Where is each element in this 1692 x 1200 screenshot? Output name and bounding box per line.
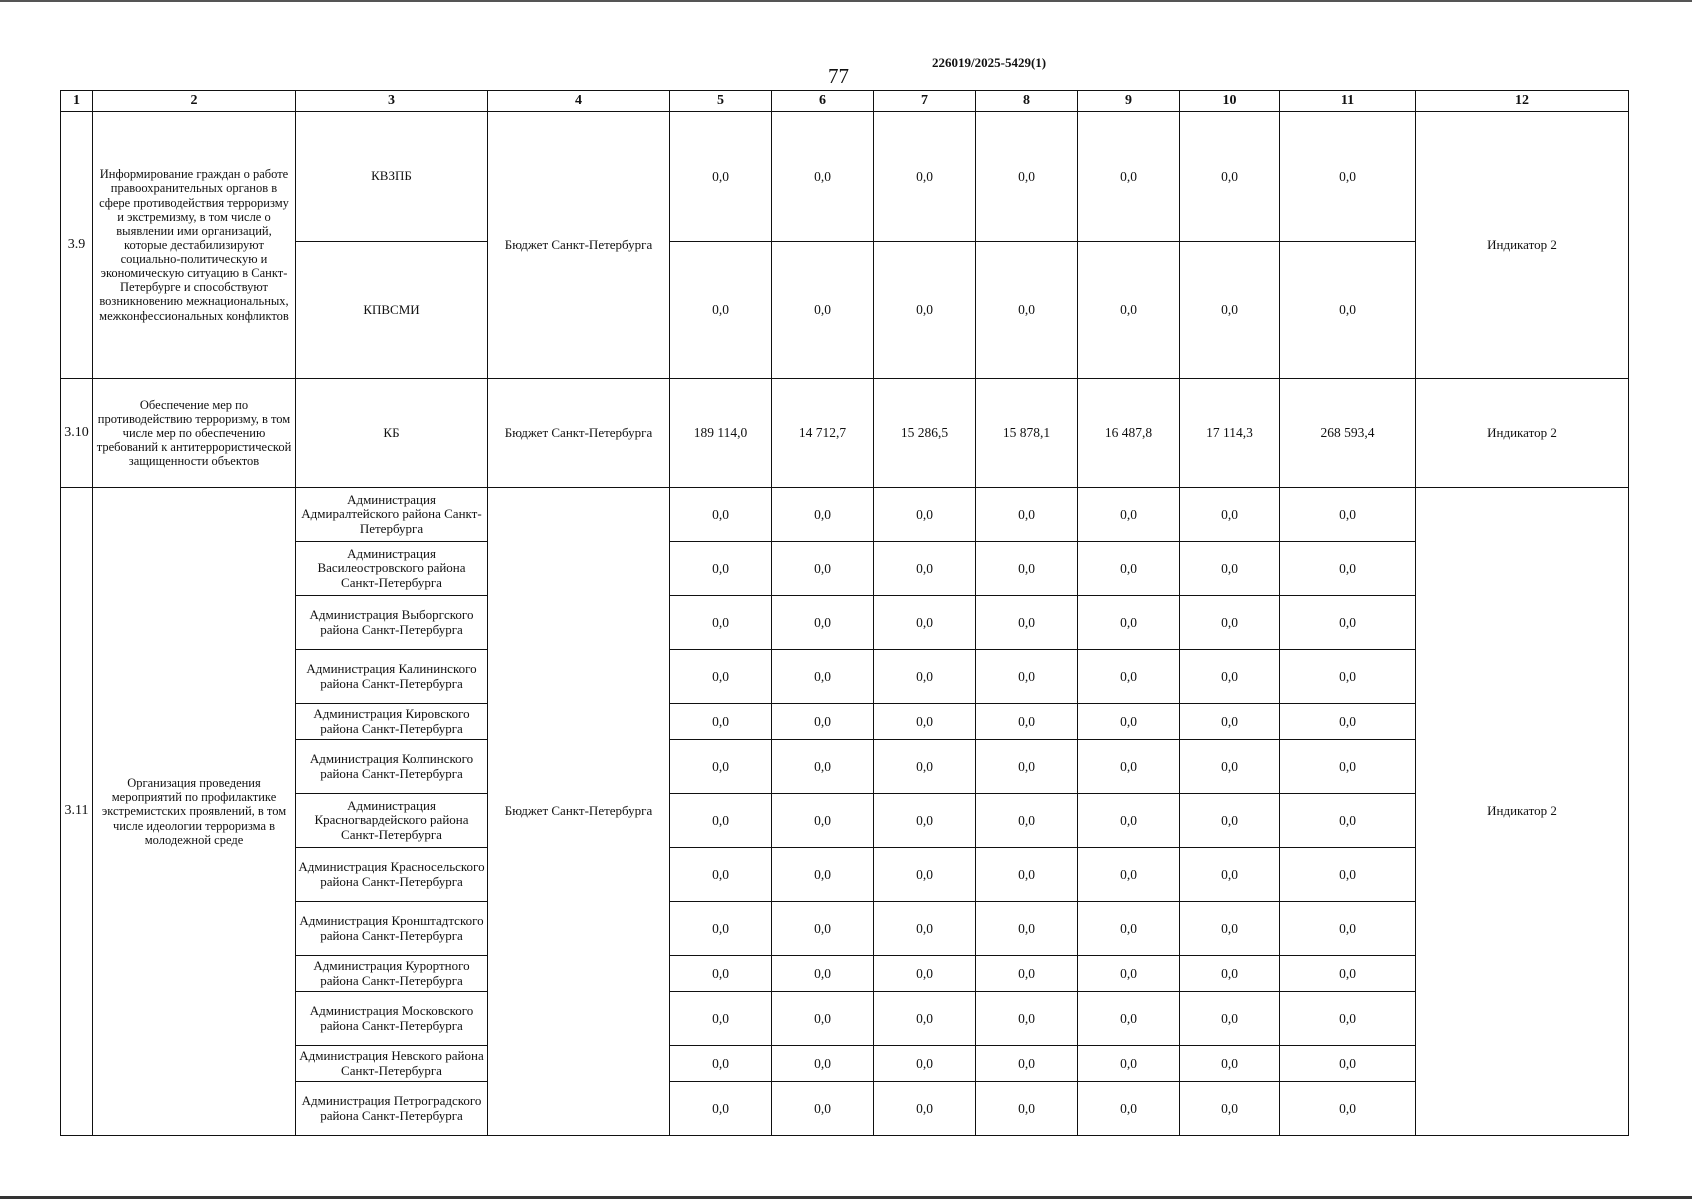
funding-value: 0,0 (670, 704, 772, 740)
funding-value: 0,0 (1280, 902, 1416, 956)
activity-number: 3.11 (61, 488, 93, 1136)
executor-name: Администрация Московского района Санкт-Петербурга (296, 992, 488, 1046)
funding-value: 0,0 (976, 992, 1078, 1046)
funding-value: 0,0 (772, 902, 874, 956)
funding-value: 0,0 (1180, 1046, 1280, 1082)
funding-value: 0,0 (1078, 992, 1180, 1046)
executor-name: Администрация Невского района Санкт-Петербурга (296, 1046, 488, 1082)
funding-value: 0,0 (1280, 650, 1416, 704)
executor-name: Администрация Курортного района Санкт-Петербурга (296, 956, 488, 992)
funding-value: 0,0 (1180, 596, 1280, 650)
executor-name: Администрация Красногвардейского района Санкт-Петербурга (296, 794, 488, 848)
funding-source: Бюджет Санкт-Петербурга (488, 488, 670, 1136)
column-header: 5 (670, 91, 772, 112)
funding-value: 0,0 (1180, 488, 1280, 542)
funding-value: 189 114,0 (670, 379, 772, 488)
executor-name: КВЗПБ (296, 112, 488, 242)
table-row (61, 242, 1629, 379)
program-activities-table (60, 90, 1629, 1136)
funding-value: 0,0 (1180, 794, 1280, 848)
column-header: 11 (1280, 91, 1416, 112)
funding-value: 0,0 (976, 650, 1078, 704)
activity-name: Обеспечение мер по противодействию терроризму, в том числе мер по обеспечению требований к антитеррористической защищенности объектов (93, 379, 296, 488)
funding-value: 0,0 (1180, 542, 1280, 596)
funding-value: 0,0 (874, 242, 976, 379)
column-header: 9 (1078, 91, 1180, 112)
funding-value: 0,0 (1078, 242, 1180, 379)
funding-value: 0,0 (1078, 596, 1180, 650)
funding-value: 0,0 (670, 956, 772, 992)
funding-value: 0,0 (1078, 1046, 1180, 1082)
funding-value: 0,0 (670, 740, 772, 794)
funding-value: 0,0 (1180, 992, 1280, 1046)
column-number-header-row (61, 91, 1629, 112)
table-body (61, 112, 1629, 1136)
funding-value: 0,0 (670, 650, 772, 704)
funding-value: 0,0 (670, 1046, 772, 1082)
table-row (61, 848, 1629, 902)
funding-value: 15 878,1 (976, 379, 1078, 488)
executor-name: Администрация Адмиралтейского района Санкт-Петербурга (296, 488, 488, 542)
funding-value: 0,0 (1078, 542, 1180, 596)
table-row (61, 1046, 1629, 1082)
column-header: 12 (1416, 91, 1629, 112)
executor-name: Администрация Калининского района Санкт-Петербурга (296, 650, 488, 704)
indicator: Индикатор 2 (1416, 112, 1629, 379)
funding-value: 0,0 (670, 848, 772, 902)
funding-value: 0,0 (772, 1046, 874, 1082)
funding-value: 0,0 (976, 902, 1078, 956)
column-header: 3 (296, 91, 488, 112)
funding-value: 0,0 (976, 542, 1078, 596)
column-header: 2 (93, 91, 296, 112)
funding-value: 0,0 (670, 112, 772, 242)
funding-value: 0,0 (874, 740, 976, 794)
funding-value: 0,0 (976, 1082, 1078, 1136)
column-header: 4 (488, 91, 670, 112)
funding-value: 0,0 (874, 1082, 976, 1136)
funding-value: 0,0 (1078, 902, 1180, 956)
funding-value: 0,0 (976, 704, 1078, 740)
funding-value: 0,0 (1078, 794, 1180, 848)
funding-value: 0,0 (976, 956, 1078, 992)
funding-value: 0,0 (1078, 956, 1180, 992)
table-row (61, 794, 1629, 848)
table-row (61, 956, 1629, 992)
funding-value: 0,0 (874, 848, 976, 902)
funding-value: 0,0 (976, 740, 1078, 794)
funding-value: 0,0 (772, 242, 874, 379)
funding-value: 0,0 (874, 956, 976, 992)
funding-value: 0,0 (874, 1046, 976, 1082)
table-row (61, 542, 1629, 596)
funding-value: 0,0 (1280, 488, 1416, 542)
funding-value: 0,0 (1280, 242, 1416, 379)
funding-value: 0,0 (874, 992, 976, 1046)
funding-value: 0,0 (1078, 112, 1180, 242)
funding-value: 0,0 (772, 794, 874, 848)
column-header: 1 (61, 91, 93, 112)
funding-value: 0,0 (1280, 596, 1416, 650)
funding-value: 0,0 (1180, 956, 1280, 992)
activity-number: 3.10 (61, 379, 93, 488)
executor-name: КПВСМИ (296, 242, 488, 379)
funding-value: 0,0 (670, 242, 772, 379)
funding-source: Бюджет Санкт-Петербурга (488, 379, 670, 488)
funding-value: 0,0 (1078, 704, 1180, 740)
funding-value: 0,0 (1280, 848, 1416, 902)
executor-name: Администрация Красносельского района Санкт-Петербурга (296, 848, 488, 902)
funding-value: 0,0 (1180, 1082, 1280, 1136)
top-border-line (0, 0, 1692, 2)
funding-value: 0,0 (772, 1082, 874, 1136)
page-number: 77 (828, 64, 849, 88)
funding-value: 0,0 (670, 542, 772, 596)
table-row (61, 704, 1629, 740)
table-row (61, 902, 1629, 956)
funding-value: 0,0 (874, 650, 976, 704)
executor-name: КБ (296, 379, 488, 488)
funding-value: 0,0 (772, 956, 874, 992)
funding-value: 0,0 (1280, 956, 1416, 992)
funding-value: 0,0 (874, 794, 976, 848)
funding-value: 268 593,4 (1280, 379, 1416, 488)
funding-value: 14 712,7 (772, 379, 874, 488)
funding-value: 0,0 (1280, 112, 1416, 242)
funding-value: 0,0 (1280, 704, 1416, 740)
funding-value: 0,0 (1180, 242, 1280, 379)
funding-value: 0,0 (1180, 740, 1280, 794)
funding-value: 0,0 (874, 596, 976, 650)
indicator: Индикатор 2 (1416, 379, 1629, 488)
funding-value: 0,0 (670, 1082, 772, 1136)
funding-value: 0,0 (1078, 488, 1180, 542)
funding-value: 0,0 (772, 650, 874, 704)
executor-name: Администрация Василеостровского района Санкт-Петербурга (296, 542, 488, 596)
funding-value: 0,0 (1280, 1082, 1416, 1136)
executor-name: Администрация Кронштадтского района Санкт-Петербурга (296, 902, 488, 956)
funding-value: 0,0 (670, 596, 772, 650)
funding-value: 16 487,8 (1078, 379, 1180, 488)
funding-value: 0,0 (874, 112, 976, 242)
table-row (61, 992, 1629, 1046)
funding-value: 0,0 (874, 902, 976, 956)
activity-name: Информирование граждан о работе правоохранительных органов в сфере противодействия терроризму и экстремизму, в том числе о выявлении ими организаций, которые дестабилизируют социально-политическую и экономическую ситуацию в Санкт-Петербурге и способствуют возникновению межнациональных, межконфессиональных конфликтов (93, 112, 296, 379)
funding-value: 0,0 (772, 992, 874, 1046)
funding-value: 0,0 (670, 794, 772, 848)
executor-name: Администрация Кировского района Санкт-Петербурга (296, 704, 488, 740)
funding-value: 15 286,5 (874, 379, 976, 488)
funding-value: 0,0 (772, 488, 874, 542)
funding-value: 0,0 (1180, 902, 1280, 956)
funding-value: 0,0 (976, 112, 1078, 242)
funding-value: 0,0 (1078, 740, 1180, 794)
funding-value: 0,0 (874, 488, 976, 542)
funding-value: 17 114,3 (1180, 379, 1280, 488)
funding-value: 0,0 (1180, 704, 1280, 740)
activity-name: Организация проведения мероприятий по профилактике экстремистских проявлений, в том числе идеологии терроризма в молодежной среде (93, 488, 296, 1136)
document-registration-number: 226019/2025-5429(1) (932, 55, 1047, 70)
table-row (61, 650, 1629, 704)
column-header: 8 (976, 91, 1078, 112)
column-header: 7 (874, 91, 976, 112)
funding-value: 0,0 (976, 1046, 1078, 1082)
table-row (61, 112, 1629, 242)
bottom-border-line (0, 1196, 1692, 1199)
funding-value: 0,0 (772, 112, 874, 242)
funding-value: 0,0 (670, 902, 772, 956)
funding-value: 0,0 (772, 740, 874, 794)
funding-value: 0,0 (772, 848, 874, 902)
funding-value: 0,0 (1280, 740, 1416, 794)
indicator: Индикатор 2 (1416, 488, 1629, 1136)
column-header: 10 (1180, 91, 1280, 112)
funding-value: 0,0 (772, 596, 874, 650)
executor-name: Администрация Петроградского района Санкт-Петербурга (296, 1082, 488, 1136)
funding-value: 0,0 (1180, 650, 1280, 704)
table-row (61, 740, 1629, 794)
table-row (61, 379, 1629, 488)
table-row (61, 1082, 1629, 1136)
activity-number: 3.9 (61, 112, 93, 379)
funding-value: 0,0 (670, 488, 772, 542)
table-row (61, 596, 1629, 650)
funding-value: 0,0 (874, 704, 976, 740)
funding-value: 0,0 (1280, 794, 1416, 848)
funding-value: 0,0 (772, 704, 874, 740)
funding-value: 0,0 (1280, 542, 1416, 596)
executor-name: Администрация Колпинского района Санкт-Петербурга (296, 740, 488, 794)
funding-value: 0,0 (1078, 848, 1180, 902)
funding-value: 0,0 (976, 596, 1078, 650)
funding-value: 0,0 (1180, 848, 1280, 902)
funding-value: 0,0 (976, 848, 1078, 902)
executor-name: Администрация Выборгского района Санкт-Петербурга (296, 596, 488, 650)
funding-value: 0,0 (874, 542, 976, 596)
funding-value: 0,0 (1078, 650, 1180, 704)
funding-value: 0,0 (1078, 1082, 1180, 1136)
table-row (61, 488, 1629, 542)
funding-value: 0,0 (1280, 992, 1416, 1046)
funding-value: 0,0 (976, 488, 1078, 542)
funding-source: Бюджет Санкт-Петербурга (488, 112, 670, 379)
funding-value: 0,0 (1280, 1046, 1416, 1082)
column-header: 6 (772, 91, 874, 112)
funding-value: 0,0 (772, 542, 874, 596)
funding-value: 0,0 (976, 242, 1078, 379)
funding-value: 0,0 (1180, 112, 1280, 242)
funding-value: 0,0 (976, 794, 1078, 848)
funding-value: 0,0 (670, 992, 772, 1046)
